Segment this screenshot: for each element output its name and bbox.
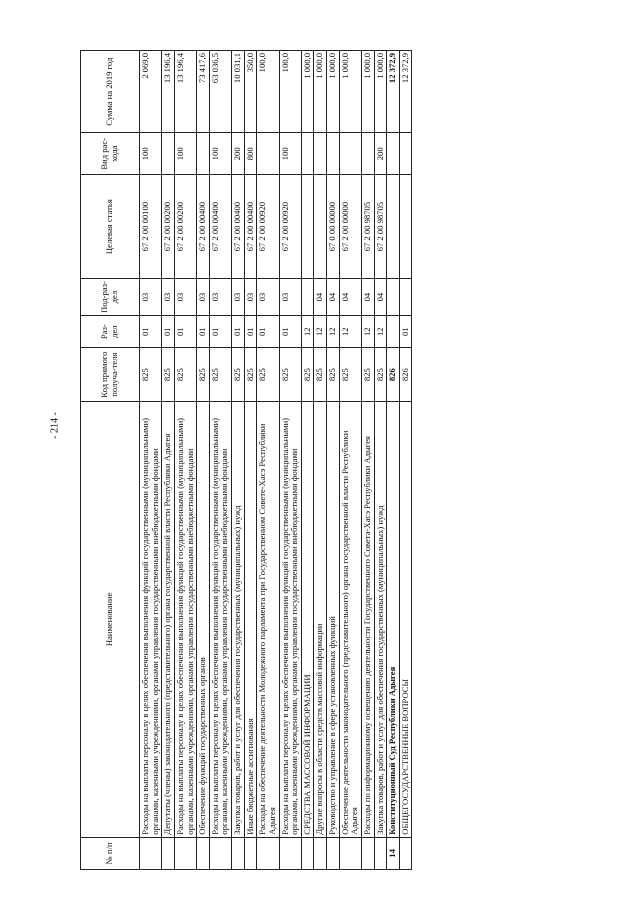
cell-section: 12 (374, 316, 387, 348)
cell-num (361, 837, 374, 869)
cell-subsection (387, 279, 400, 316)
cell-num (339, 837, 361, 869)
cell-section: 01 (174, 316, 196, 348)
cell-num (279, 837, 301, 869)
cell-code: 825 (174, 348, 196, 402)
cell-subsection: 03 (244, 279, 257, 316)
cell-expense-type: 800 (244, 133, 257, 175)
cell-section: 01 (162, 316, 175, 348)
cell-num (162, 837, 175, 869)
cell-sum: 1 000,0 (327, 51, 340, 133)
cell-target-article: 67 2 00 00920 (279, 175, 301, 279)
cell-code: 825 (257, 348, 279, 402)
cell-code: 825 (327, 348, 340, 402)
cell-subsection: 03 (209, 279, 231, 316)
header-target-article: Целевая статья (81, 175, 140, 279)
cell-num (374, 837, 387, 869)
cell-subsection: 03 (174, 279, 196, 316)
cell-name: Расходы на обеспечение деятельности Молодежного парламента при Государственном Совете-Хасэ Республики Адыгея (257, 402, 279, 838)
cell-subsection: 04 (374, 279, 387, 316)
table-row (174, 51, 196, 870)
cell-target-article: 67 2 00 00200 (162, 175, 175, 279)
cell-num (399, 837, 412, 869)
cell-sum: 1 000,0 (339, 51, 361, 133)
cell-section: 01 (279, 316, 301, 348)
cell-name: Обеспечение функций государственных органов (197, 402, 210, 838)
cell-num (197, 837, 210, 869)
table-row (209, 51, 231, 870)
cell-sum: 100,0 (257, 51, 279, 133)
cell-subsection: 03 (279, 279, 301, 316)
table-row (162, 51, 175, 870)
cell-expense-type (197, 133, 210, 175)
cell-name: Другие вопросы в области средств массовой информации (314, 402, 327, 838)
cell-name: Иные бюджетные ассигнования (244, 402, 257, 838)
table-row (257, 51, 279, 870)
cell-code: 825 (374, 348, 387, 402)
cell-sum: 73 417,6 (197, 51, 210, 133)
header-name: Наименование (81, 402, 140, 838)
cell-num (174, 837, 196, 869)
cell-target-article: 67 2 00 98705 (374, 175, 387, 279)
cell-name: Расходы на выплаты персоналу в целях обеспечения выполнения функций государственными (муниципальными) органами, казенными учреждениями, органами управления государственными внебюджетными фондами (140, 402, 162, 838)
table-row (361, 51, 374, 870)
cell-num (244, 837, 257, 869)
cell-code: 825 (232, 348, 245, 402)
table-row (374, 51, 387, 870)
cell-subsection: 04 (327, 279, 340, 316)
cell-expense-type (339, 133, 361, 175)
table-row (232, 51, 245, 870)
cell-section: 12 (361, 316, 374, 348)
cell-name: Обеспечение деятельности законодательного (представительного) органа государственной власти Республики Адыгея (339, 402, 361, 838)
cell-name: Расходы на выплаты персоналу в целях обеспечения выполнения функций государственными (муниципальными) органами, казенными учреждениями, органами управления государственными внебюджетными фондами (279, 402, 301, 838)
cell-target-article (314, 175, 327, 279)
cell-name: Конституционный Суд Республики Адыгея (387, 402, 400, 838)
cell-name: Закупка товаров, работ и услуг для обеспечения государственных (муниципальных) нужд (232, 402, 245, 838)
cell-target-article: 67 2 00 00100 (140, 175, 162, 279)
cell-subsection: 04 (314, 279, 327, 316)
cell-sum: 12 372,9 (399, 51, 412, 133)
cell-target-article: 67 2 00 00200 (174, 175, 196, 279)
table-row (197, 51, 210, 870)
table-row (387, 51, 400, 870)
cell-target-article: 67 2 00 00920 (257, 175, 279, 279)
cell-section: 12 (339, 316, 361, 348)
table-body (140, 51, 412, 870)
cell-subsection: 04 (339, 279, 361, 316)
cell-num (232, 837, 245, 869)
cell-section: 12 (314, 316, 327, 348)
cell-name: Закупка товаров, работ и услуг для обеспечения государственных (муниципальных) нужд (374, 402, 387, 838)
cell-expense-type: 100 (209, 133, 231, 175)
cell-section: 01 (140, 316, 162, 348)
cell-num (209, 837, 231, 869)
table-row (314, 51, 327, 870)
cell-sum: 10 031,1 (232, 51, 245, 133)
cell-sum: 100,0 (279, 51, 301, 133)
header-section: Раз-дел (81, 316, 140, 348)
cell-num (301, 837, 314, 869)
cell-target-article (399, 175, 412, 279)
table-row (279, 51, 301, 870)
cell-section: 01 (197, 316, 210, 348)
cell-sum: 350,0 (244, 51, 257, 133)
header-sum: Сумма на 2019 год (81, 51, 140, 133)
cell-name: Депутаты (члены) законодательного (представительного) органа государственной власти Республики Адыгея (162, 402, 175, 838)
cell-code: 825 (279, 348, 301, 402)
cell-target-article: 67 0 00 00000 (327, 175, 340, 279)
table-row (399, 51, 412, 870)
cell-expense-type (361, 133, 374, 175)
cell-expense-type: 100 (279, 133, 301, 175)
cell-name: Расходы на выплаты персоналу в целях обеспечения выполнения функций государственными (муниципальными) органами, казенными учреждениями, органами управления государственными внебюджетными фондами (209, 402, 231, 838)
cell-expense-type: 200 (232, 133, 245, 175)
cell-sum: 1 000,0 (314, 51, 327, 133)
cell-code: 825 (314, 348, 327, 402)
cell-code: 825 (209, 348, 231, 402)
table-row (327, 51, 340, 870)
cell-target-article: 67 2 00 00400 (209, 175, 231, 279)
header-code: Код прямого получа-теля (81, 348, 140, 402)
cell-subsection: 03 (162, 279, 175, 316)
header-subsection: Под-раз-дел (81, 279, 140, 316)
budget-table (80, 50, 412, 870)
cell-sum: 1 000,0 (361, 51, 374, 133)
cell-section (387, 316, 400, 348)
cell-target-article (301, 175, 314, 279)
table-header-row (81, 51, 140, 870)
cell-code: 825 (244, 348, 257, 402)
cell-num (314, 837, 327, 869)
cell-sum: 12 372,9 (387, 51, 400, 133)
table-row (244, 51, 257, 870)
cell-sum: 2 069,0 (140, 51, 162, 133)
cell-expense-type (301, 133, 314, 175)
cell-num (257, 837, 279, 869)
cell-section: 12 (327, 316, 340, 348)
cell-code: 825 (301, 348, 314, 402)
cell-section: 01 (209, 316, 231, 348)
cell-section: 01 (257, 316, 279, 348)
cell-section: 01 (399, 316, 412, 348)
cell-subsection (301, 279, 314, 316)
page-number: - 214 - (49, 412, 61, 439)
table-row (339, 51, 361, 870)
cell-code: 825 (339, 348, 361, 402)
cell-code: 826 (387, 348, 400, 402)
cell-section: 12 (301, 316, 314, 348)
cell-code: 825 (140, 348, 162, 402)
cell-target-article: 67 2 00 00400 (244, 175, 257, 279)
cell-name: Расходы на выплаты персоналу в целях обеспечения выполнения функций государственными (муниципальными) органами, казенными учреждениями, органами управления государственными внебюджетными фондами (174, 402, 196, 838)
cell-name: ОБЩЕГОСУДАРСТВЕННЫЕ ВОПРОСЫ (399, 402, 412, 838)
cell-sum: 1 000,0 (301, 51, 314, 133)
cell-expense-type: 100 (174, 133, 196, 175)
cell-num (140, 837, 162, 869)
cell-code: 825 (197, 348, 210, 402)
budget-table-rotated (80, 50, 600, 870)
cell-subsection: 03 (197, 279, 210, 316)
cell-num: 14 (387, 837, 400, 869)
cell-target-article: 67 2 00 98705 (361, 175, 374, 279)
cell-subsection: 03 (140, 279, 162, 316)
cell-section: 01 (232, 316, 245, 348)
cell-sum: 13 196,4 (162, 51, 175, 133)
cell-name: Руководство и управление в сфере установленных функций (327, 402, 340, 838)
cell-target-article: 67 2 00 00400 (232, 175, 245, 279)
cell-code: 825 (162, 348, 175, 402)
cell-code: 826 (399, 348, 412, 402)
table-row (301, 51, 314, 870)
cell-expense-type (387, 133, 400, 175)
cell-expense-type (162, 133, 175, 175)
cell-expense-type (257, 133, 279, 175)
header-expense-type: Вид рас-хода (81, 133, 140, 175)
cell-subsection: 03 (257, 279, 279, 316)
cell-name: Расходы по информационному освещению деятельности Государственного Совета-Хасэ Республики Адыгея (361, 402, 374, 838)
cell-expense-type: 100 (140, 133, 162, 175)
cell-expense-type (314, 133, 327, 175)
cell-target-article (387, 175, 400, 279)
cell-expense-type: 200 (374, 133, 387, 175)
cell-sum: 13 196,4 (174, 51, 196, 133)
cell-target-article: 67 2 00 00400 (197, 175, 210, 279)
cell-target-article: 67 2 00 00000 (339, 175, 361, 279)
cell-code: 825 (361, 348, 374, 402)
cell-subsection: 04 (361, 279, 374, 316)
header-num: № п/п (81, 837, 140, 869)
cell-name: СРЕДСТВА МАССОВОЙ ИНФОРМАЦИИ (301, 402, 314, 838)
cell-sum: 1 000,0 (374, 51, 387, 133)
cell-subsection: 03 (232, 279, 245, 316)
cell-subsection (399, 279, 412, 316)
cell-sum: 63 036,5 (209, 51, 231, 133)
cell-num (327, 837, 340, 869)
cell-expense-type (399, 133, 412, 175)
table-row (140, 51, 162, 870)
cell-section: 01 (244, 316, 257, 348)
cell-expense-type (327, 133, 340, 175)
